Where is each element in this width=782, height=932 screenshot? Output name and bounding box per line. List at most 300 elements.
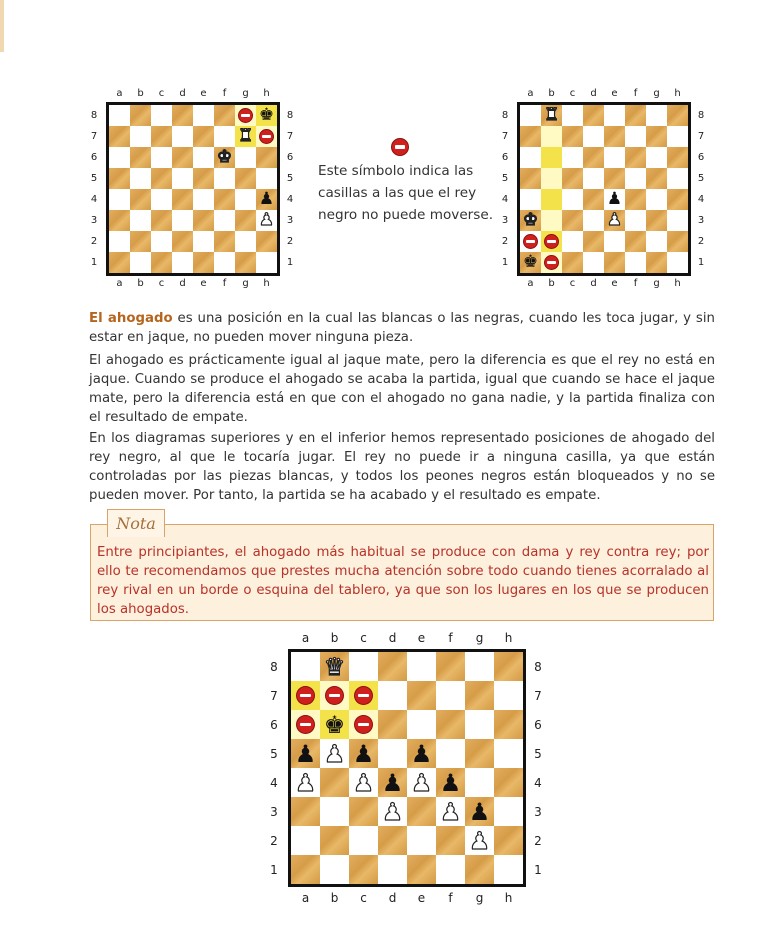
page-edge-stripe: [0, 0, 4, 52]
diagram-board-2: [500, 88, 720, 298]
square-h7: [256, 126, 277, 147]
square-a3: [291, 797, 320, 826]
file-label: h: [504, 891, 513, 905]
square-b2: [130, 231, 151, 252]
square-b3: [541, 210, 562, 231]
no-entry-icon: [355, 716, 372, 733]
square-b7: [320, 681, 349, 710]
square-d1: [172, 252, 193, 273]
file-label: f: [222, 278, 227, 289]
file-label: c: [569, 88, 576, 99]
square-b5: [541, 168, 562, 189]
square-h6: [667, 147, 688, 168]
file-label: e: [200, 278, 207, 289]
square-g8: [235, 105, 256, 126]
file-label: c: [158, 88, 165, 99]
file-label: f: [222, 88, 227, 99]
file-label: b: [548, 88, 555, 99]
file-label: f: [448, 891, 453, 905]
square-c4: [349, 768, 378, 797]
file-labels-top: [520, 88, 688, 99]
square-a8: [109, 105, 130, 126]
rank-label: 7: [90, 131, 98, 142]
square-g1: [646, 252, 667, 273]
square-b1: [541, 252, 562, 273]
square-e8: [407, 652, 436, 681]
rank-labels-right: [695, 105, 707, 273]
square-f4: [214, 189, 235, 210]
file-label: e: [200, 88, 207, 99]
square-e7: [407, 681, 436, 710]
square-b7: [541, 126, 562, 147]
white-piece: ♟: [258, 210, 275, 230]
square-h8: [667, 105, 688, 126]
white-piece: ♟: [323, 739, 346, 768]
square-f6: [214, 147, 235, 168]
square-g5: [465, 739, 494, 768]
rank-label: 5: [501, 173, 509, 184]
square-h3: [667, 210, 688, 231]
square-b7: [130, 126, 151, 147]
file-labels-top: [109, 88, 277, 99]
square-b3: [130, 210, 151, 231]
white-piece: ♟: [468, 826, 491, 855]
square-g2: [235, 231, 256, 252]
square-f5: [214, 168, 235, 189]
square-c7: [151, 126, 172, 147]
square-h2: [667, 231, 688, 252]
square-h7: [667, 126, 688, 147]
square-g8: [646, 105, 667, 126]
rank-label: 8: [270, 659, 278, 674]
file-label: b: [548, 278, 555, 289]
square-e3: [407, 797, 436, 826]
square-a7: [291, 681, 320, 710]
square-b6: [320, 710, 349, 739]
square-a6: [520, 147, 541, 168]
white-piece: ♟: [439, 797, 462, 826]
square-d3: [583, 210, 604, 231]
rank-label: 2: [501, 236, 509, 247]
square-e2: [193, 231, 214, 252]
square-h5: [667, 168, 688, 189]
square-a2: [520, 231, 541, 252]
square-a5: [520, 168, 541, 189]
note-text: Entre principiantes, el ahogado más habitual se produce con dama y rey contra rey; por ello te recomendamos que prestes mucha atención sobre todo cuando tienes acorralado al rey rival en un borde o esquina del tablero, ya que son los lugares en los que se producen los ahogados.: [97, 545, 709, 617]
square-f3: [214, 210, 235, 231]
rank-labels-right: [284, 105, 296, 273]
file-label: g: [475, 631, 484, 645]
rank-label: 2: [270, 833, 278, 848]
square-f1: [436, 855, 465, 884]
rank-label: 3: [90, 215, 98, 226]
square-e7: [604, 126, 625, 147]
square-d7: [172, 126, 193, 147]
square-d1: [583, 252, 604, 273]
square-a4: [520, 189, 541, 210]
square-d6: [172, 147, 193, 168]
rank-label: 3: [697, 215, 705, 226]
file-label: e: [611, 278, 618, 289]
file-label: c: [158, 278, 165, 289]
rank-label: 1: [90, 257, 98, 268]
square-f2: [625, 231, 646, 252]
square-h8: [256, 105, 277, 126]
square-d1: [378, 855, 407, 884]
file-label: a: [116, 278, 123, 289]
chessboard-grid: [106, 102, 280, 276]
file-label: d: [590, 278, 597, 289]
file-label: h: [504, 631, 513, 645]
square-b1: [130, 252, 151, 273]
square-c3: [349, 797, 378, 826]
file-labels-bottom: [291, 891, 523, 905]
rank-label: 5: [697, 173, 705, 184]
square-b8: [130, 105, 151, 126]
square-e6: [604, 147, 625, 168]
square-e8: [193, 105, 214, 126]
square-d3: [378, 797, 407, 826]
square-a7: [109, 126, 130, 147]
square-g1: [465, 855, 494, 884]
rank-label: 2: [90, 236, 98, 247]
square-c3: [151, 210, 172, 231]
no-entry-icon: [355, 687, 372, 704]
square-c8: [349, 652, 378, 681]
rank-label: 8: [697, 110, 705, 121]
file-label: g: [653, 88, 660, 99]
rank-label: 7: [534, 688, 542, 703]
rank-label: 1: [534, 862, 542, 877]
square-g7: [646, 126, 667, 147]
black-piece: ♟: [606, 189, 623, 209]
file-label: a: [301, 631, 310, 645]
file-label: b: [137, 88, 144, 99]
rank-labels-left: [268, 652, 280, 884]
rank-label: 7: [286, 131, 294, 142]
rank-label: 5: [534, 746, 542, 761]
rank-label: 6: [501, 152, 509, 163]
square-d4: [172, 189, 193, 210]
white-piece: ♟: [410, 768, 433, 797]
square-c2: [349, 826, 378, 855]
rank-label: 6: [90, 152, 98, 163]
square-f5: [625, 168, 646, 189]
file-label: d: [179, 88, 186, 99]
diagram-board-1: [86, 88, 306, 298]
square-g5: [646, 168, 667, 189]
black-piece: ♟: [468, 797, 491, 826]
square-f3: [625, 210, 646, 231]
rank-label: 1: [501, 257, 509, 268]
square-e5: [193, 168, 214, 189]
rank-label: 3: [501, 215, 509, 226]
file-label: g: [475, 891, 484, 905]
square-h3: [256, 210, 277, 231]
paragraph-definition-text: es una posición en la cual las blancas o las negras, cuando les toca jugar, y sin estar en jaque, no pueden mover ninguna pieza.: [89, 311, 715, 345]
square-f2: [214, 231, 235, 252]
square-c2: [151, 231, 172, 252]
square-h7: [494, 681, 523, 710]
square-d2: [583, 231, 604, 252]
white-piece: ♜: [543, 105, 560, 125]
rank-label: 3: [286, 215, 294, 226]
no-entry-icon: [297, 716, 314, 733]
square-e2: [604, 231, 625, 252]
file-labels-bottom: [520, 278, 688, 289]
white-piece: ♜: [237, 126, 254, 146]
file-label: b: [330, 631, 339, 645]
file-label: a: [301, 891, 310, 905]
square-f7: [214, 126, 235, 147]
rank-label: 4: [501, 194, 509, 205]
square-f5: [436, 739, 465, 768]
paragraph-definition: [89, 309, 715, 347]
square-d5: [583, 168, 604, 189]
rank-label: 1: [270, 862, 278, 877]
square-a1: [520, 252, 541, 273]
square-f6: [625, 147, 646, 168]
square-h6: [256, 147, 277, 168]
square-a3: [109, 210, 130, 231]
square-c3: [562, 210, 583, 231]
no-entry-icon: [297, 687, 314, 704]
paragraph-explanation: En los diagramas superiores y en el inferior hemos representado posiciones de ahogado del rey negro, al que le tocaría jugar. El rey no puede ir a ninguna casilla, ya que están controladas por las piezas blancas, y todos los peones negros están bloqueados y no se pueden mover. Por tanto, la partida se ha acabado y el resultado es empate.: [89, 431, 715, 503]
rank-label: 5: [90, 173, 98, 184]
square-d4: [583, 189, 604, 210]
square-c5: [349, 739, 378, 768]
rank-label: 5: [286, 173, 294, 184]
file-label: f: [633, 88, 638, 99]
paragraph-comparison: El ahogado es prácticamente igual al jaque mate, pero la diferencia es que el rey no está en jaque. Cuando se produce el ahogado se acaba la partida, igual que cuando se hace el jaque mate, pero la diferencia está en que con el ahogado no gana nadie, y la partida finaliza con el resultado de empate.: [89, 353, 715, 425]
square-d2: [172, 231, 193, 252]
square-b6: [130, 147, 151, 168]
square-g3: [235, 210, 256, 231]
square-a4: [109, 189, 130, 210]
square-e3: [604, 210, 625, 231]
square-h4: [256, 189, 277, 210]
file-label: e: [417, 631, 426, 645]
square-h1: [256, 252, 277, 273]
square-g6: [646, 147, 667, 168]
black-piece: ♚: [323, 710, 346, 739]
square-e2: [407, 826, 436, 855]
square-g4: [235, 189, 256, 210]
rank-labels-left: [88, 105, 100, 273]
square-h8: [494, 652, 523, 681]
square-h1: [667, 252, 688, 273]
square-b4: [130, 189, 151, 210]
square-g3: [465, 797, 494, 826]
square-h4: [494, 768, 523, 797]
file-label: g: [242, 278, 249, 289]
square-a5: [291, 739, 320, 768]
no-entry-icon: [524, 235, 537, 248]
square-f7: [625, 126, 646, 147]
square-d2: [378, 826, 407, 855]
black-piece: ♟: [381, 768, 404, 797]
square-f4: [436, 768, 465, 797]
square-a6: [109, 147, 130, 168]
square-d7: [583, 126, 604, 147]
rank-label: 7: [501, 131, 509, 142]
square-h2: [494, 826, 523, 855]
square-g3: [646, 210, 667, 231]
square-c6: [562, 147, 583, 168]
square-g6: [235, 147, 256, 168]
rank-label: 2: [286, 236, 294, 247]
rank-label: 4: [90, 194, 98, 205]
square-a4: [291, 768, 320, 797]
rank-label: 6: [286, 152, 294, 163]
file-label: e: [417, 891, 426, 905]
square-b4: [320, 768, 349, 797]
square-c2: [562, 231, 583, 252]
note-title: Nota: [107, 509, 165, 537]
square-f7: [436, 681, 465, 710]
file-label: g: [653, 278, 660, 289]
square-b6: [541, 147, 562, 168]
rank-label: 6: [534, 717, 542, 732]
square-c6: [151, 147, 172, 168]
square-d8: [378, 652, 407, 681]
square-f8: [214, 105, 235, 126]
square-b8: [320, 652, 349, 681]
square-c6: [349, 710, 378, 739]
square-d5: [172, 168, 193, 189]
black-piece: ♚: [522, 252, 539, 272]
square-e6: [407, 710, 436, 739]
rank-label: 3: [534, 804, 542, 819]
rank-label: 5: [270, 746, 278, 761]
white-piece: ♚: [216, 147, 233, 167]
square-d7: [378, 681, 407, 710]
square-g7: [465, 681, 494, 710]
black-piece: ♟: [294, 739, 317, 768]
square-e7: [193, 126, 214, 147]
square-c1: [151, 252, 172, 273]
white-piece: ♟: [294, 768, 317, 797]
rank-label: 7: [270, 688, 278, 703]
file-label: a: [527, 88, 534, 99]
square-e3: [193, 210, 214, 231]
chessboard-grid: [517, 102, 691, 276]
square-b4: [541, 189, 562, 210]
square-c7: [562, 126, 583, 147]
square-e5: [407, 739, 436, 768]
square-a1: [291, 855, 320, 884]
rank-label: 2: [697, 236, 705, 247]
file-label: c: [360, 631, 367, 645]
square-e5: [604, 168, 625, 189]
square-b2: [320, 826, 349, 855]
square-h6: [494, 710, 523, 739]
black-piece: ♟: [439, 768, 462, 797]
square-a7: [520, 126, 541, 147]
square-c5: [151, 168, 172, 189]
square-f1: [214, 252, 235, 273]
no-entry-icon: [545, 256, 558, 269]
square-c5: [562, 168, 583, 189]
file-label: b: [137, 278, 144, 289]
rank-labels-right: [532, 652, 544, 884]
file-labels-bottom: [109, 278, 277, 289]
square-d6: [378, 710, 407, 739]
square-e4: [407, 768, 436, 797]
square-e4: [604, 189, 625, 210]
file-label: f: [448, 631, 453, 645]
black-piece: ♟: [410, 739, 433, 768]
square-a2: [109, 231, 130, 252]
rank-label: 4: [270, 775, 278, 790]
square-a5: [109, 168, 130, 189]
file-label: f: [633, 278, 638, 289]
no-entry-icon: [239, 109, 252, 122]
square-f1: [625, 252, 646, 273]
square-d6: [583, 147, 604, 168]
file-label: h: [674, 88, 681, 99]
square-c1: [562, 252, 583, 273]
square-c4: [151, 189, 172, 210]
square-g4: [646, 189, 667, 210]
white-piece: ♛: [323, 652, 346, 681]
square-f3: [436, 797, 465, 826]
file-labels-top: [291, 631, 523, 645]
rank-label: 2: [534, 833, 542, 848]
square-h3: [494, 797, 523, 826]
square-a8: [291, 652, 320, 681]
square-e4: [193, 189, 214, 210]
square-b2: [541, 231, 562, 252]
file-label: h: [263, 88, 270, 99]
no-entry-icon: [326, 687, 343, 704]
file-label: a: [116, 88, 123, 99]
no-entry-icon: [260, 130, 273, 143]
square-g2: [646, 231, 667, 252]
square-h1: [494, 855, 523, 884]
square-d3: [172, 210, 193, 231]
square-c7: [349, 681, 378, 710]
square-d5: [378, 739, 407, 768]
square-g5: [235, 168, 256, 189]
rank-label: 4: [697, 194, 705, 205]
rank-label: 3: [270, 804, 278, 819]
square-g7: [235, 126, 256, 147]
square-b5: [320, 739, 349, 768]
square-b3: [320, 797, 349, 826]
white-piece: ♚: [522, 210, 539, 230]
rank-labels-left: [499, 105, 511, 273]
file-label: e: [611, 88, 618, 99]
rank-label: 4: [534, 775, 542, 790]
file-label: h: [263, 278, 270, 289]
square-g4: [465, 768, 494, 797]
black-piece: ♟: [258, 189, 275, 209]
rank-label: 6: [697, 152, 705, 163]
square-g2: [465, 826, 494, 855]
square-e1: [604, 252, 625, 273]
square-g8: [465, 652, 494, 681]
square-a8: [520, 105, 541, 126]
file-label: a: [527, 278, 534, 289]
square-g1: [235, 252, 256, 273]
legend-caption: Este símbolo indica las casillas a las que el rey negro no puede moverse.: [318, 163, 494, 223]
square-d4: [378, 768, 407, 797]
square-h2: [256, 231, 277, 252]
square-a2: [291, 826, 320, 855]
square-f2: [436, 826, 465, 855]
rank-label: 7: [697, 131, 705, 142]
